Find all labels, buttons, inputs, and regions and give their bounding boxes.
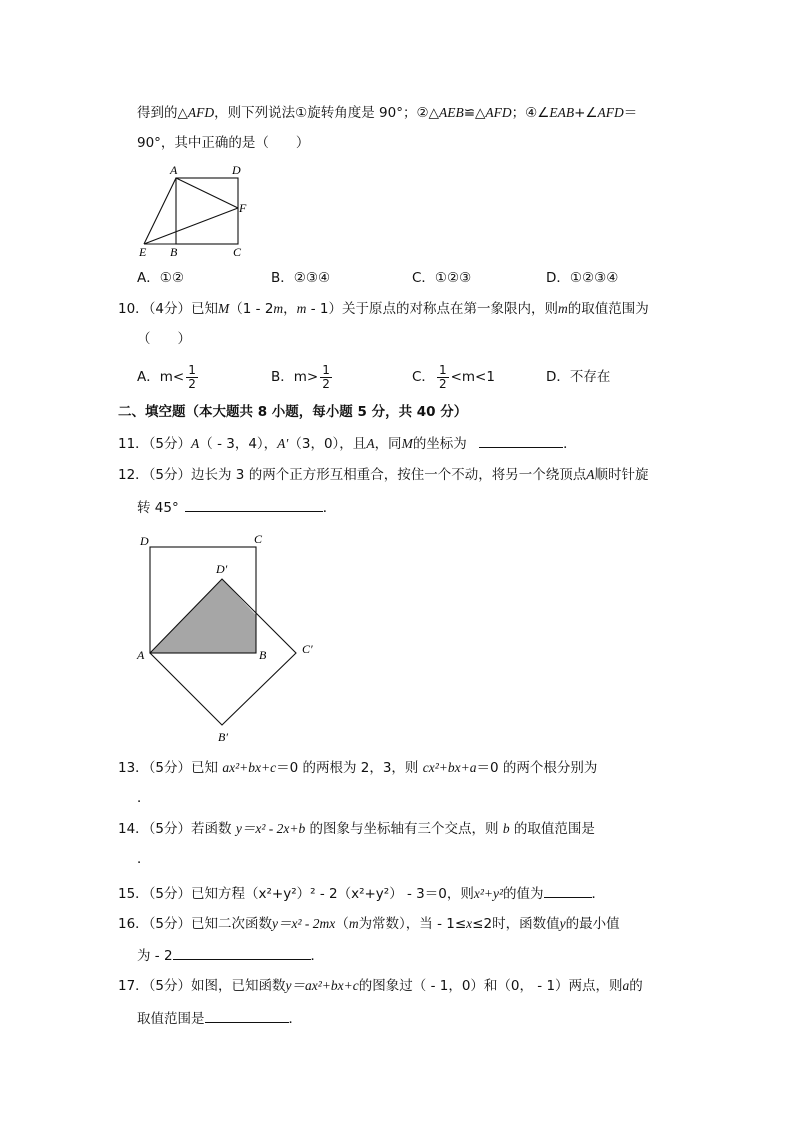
- text: 12．（5分）边长为 3 的两个正方形互相重合，按住一个不动，将另一个绕顶点: [118, 467, 587, 483]
- text: ．: [288, 1011, 302, 1027]
- answer-blank[interactable]: [173, 945, 311, 960]
- text: EAB: [549, 105, 575, 120]
- q12-line2: [137, 497, 336, 518]
- text: （3，0），且: [288, 436, 367, 452]
- text: 顺时针旋: [594, 467, 649, 483]
- q10-option-a: [137, 360, 200, 394]
- text: 为常数），当 - 1≤: [358, 916, 467, 932]
- q11: [118, 433, 577, 454]
- q14-line1: [118, 819, 595, 839]
- text: A: [586, 467, 595, 482]
- text: a: [622, 978, 630, 993]
- q12-figure: [130, 527, 330, 747]
- text: M: [218, 301, 230, 316]
- text: ．: [322, 500, 337, 516]
- section-heading: 二、填空题（本大题共 8 小题，每小题 5 分，共 40 分）: [118, 404, 468, 420]
- text: 的取值范围是: [513, 821, 595, 837]
- text: m: [273, 301, 284, 316]
- text: A: [366, 436, 375, 451]
- q9-option-b: B．②③④: [271, 270, 331, 286]
- text: ax²+bx+c: [222, 760, 277, 775]
- q17-line1: [118, 976, 643, 996]
- fraction: [186, 364, 198, 391]
- q9-option-a: A．①②: [137, 270, 184, 286]
- text: 16．（5分）已知二次函数: [118, 916, 273, 932]
- text: 17．（5分）如图，已知函数: [118, 978, 286, 994]
- text: 的最小值: [565, 916, 620, 932]
- text: 1: [438, 362, 447, 377]
- text: ＝x² - 2x+b: [241, 821, 306, 836]
- text: ＝0 的两根为 2，3，则: [276, 760, 419, 776]
- label-D: D: [232, 163, 241, 177]
- q9-option-c: C．①②③: [412, 270, 472, 286]
- text: 2: [188, 376, 196, 391]
- label-F: F: [239, 201, 247, 215]
- q16-line2: [137, 945, 324, 966]
- text: b: [502, 821, 510, 836]
- q10-option-c: [412, 360, 495, 394]
- text: ；④∠: [511, 105, 550, 121]
- text: A′: [277, 436, 289, 451]
- text: ＝: [623, 105, 638, 121]
- text: AFD: [597, 105, 624, 120]
- text: A: [191, 436, 200, 451]
- text: 的图象与坐标轴有三个交点，则: [309, 821, 499, 837]
- label-A: A: [137, 648, 145, 662]
- q14-end: ．: [137, 851, 151, 867]
- text: （ - 3，4），: [199, 436, 278, 452]
- text: m: [557, 301, 568, 316]
- q12-line1: [118, 465, 648, 485]
- text: 的值为: [503, 886, 544, 902]
- text: m: [296, 301, 307, 316]
- text: AFD: [187, 105, 215, 120]
- q10-option-b: [271, 360, 334, 394]
- q15: [118, 883, 605, 904]
- q9-line2: 90°，其中正确的是（ ）: [137, 135, 310, 151]
- text: 2: [438, 376, 447, 391]
- overlap-region: [150, 579, 256, 653]
- label-E: E: [139, 245, 147, 259]
- q13-end: ．: [137, 790, 151, 806]
- text: y: [559, 916, 566, 931]
- text: ≤2时，函数值: [472, 916, 560, 932]
- text: 得到的△: [137, 105, 188, 121]
- text: 转 45°: [137, 500, 179, 516]
- text: 的坐标为: [412, 436, 467, 452]
- text: 为 - 2: [137, 948, 173, 964]
- text: 1: [188, 362, 196, 377]
- text: 的取值范围为: [567, 301, 649, 317]
- text: ＝0 的两个根分别为: [476, 760, 598, 776]
- text: <m<1: [450, 369, 495, 385]
- text: B．m>: [271, 369, 319, 385]
- label-C: C: [233, 245, 242, 259]
- text: 15．（5分）已知方程（x²+y²）² - 2（x²+y²） - 3＝0，则: [118, 886, 474, 902]
- answer-blank[interactable]: [544, 883, 592, 898]
- text: A．m<: [137, 369, 185, 385]
- q9-option-d: D．①②③④: [546, 270, 619, 286]
- text: y＝x² - 2mx: [272, 916, 336, 931]
- label-B: B: [170, 245, 178, 259]
- label-B: B: [259, 648, 267, 662]
- text: y: [235, 821, 242, 836]
- text: cx²+bx+a: [422, 760, 477, 775]
- fraction: [320, 364, 332, 391]
- q16-line1: [118, 914, 620, 934]
- q9-line1: [137, 103, 637, 123]
- text: （: [335, 916, 349, 932]
- text: AEB: [438, 105, 464, 120]
- label-C-prime: C′: [302, 642, 313, 656]
- text: 的图象过（ - 1，0）和（0， - 1）两点，则: [358, 978, 623, 994]
- answer-blank[interactable]: [205, 1008, 289, 1023]
- text: ，: [283, 301, 297, 317]
- text: y＝ax²+bx+c: [285, 978, 359, 993]
- text: 的: [629, 978, 643, 994]
- answer-blank[interactable]: [185, 497, 323, 512]
- q10-line1: [118, 299, 649, 319]
- text: m: [348, 916, 359, 931]
- text: AFD: [485, 105, 512, 120]
- text: ≌△: [463, 105, 486, 121]
- text: 1: [322, 362, 330, 377]
- text: 14．（5分）若函数: [118, 821, 232, 837]
- text: - 1）关于原点的对称点在第一象限内，则: [306, 301, 558, 317]
- label-D: D: [140, 534, 149, 548]
- text: ，同: [374, 436, 402, 452]
- text: +∠: [574, 105, 598, 121]
- q17-line2: [137, 1008, 302, 1029]
- fraction: [437, 364, 449, 391]
- label-B-prime: B′: [218, 730, 228, 744]
- text: ．: [591, 886, 606, 902]
- answer-blank[interactable]: [479, 433, 563, 448]
- text: 13．（5分）已知: [118, 760, 219, 776]
- q13-line1: [118, 758, 597, 778]
- label-C: C: [254, 532, 263, 546]
- text: 10．（4分）已知: [118, 301, 219, 317]
- text: （1 - 2: [229, 301, 274, 317]
- q10-option-d: D．不存在: [546, 369, 611, 385]
- label-D-prime: D′: [216, 562, 228, 576]
- q10-line2: （ ）: [137, 331, 191, 347]
- text: 取值范围是: [137, 1011, 205, 1027]
- text: ，则下列说法①旋转角度是 90°；②△: [214, 105, 439, 121]
- text: C．: [412, 369, 435, 385]
- q9-figure: [130, 160, 260, 260]
- text: 11．（5分）: [118, 436, 192, 452]
- text: M: [401, 436, 413, 451]
- text: 2: [322, 376, 330, 391]
- label-A: A: [170, 163, 178, 177]
- text: ．: [563, 436, 577, 452]
- text: ．: [310, 948, 325, 964]
- text: x: [466, 916, 473, 931]
- text: x²+y²: [473, 886, 504, 901]
